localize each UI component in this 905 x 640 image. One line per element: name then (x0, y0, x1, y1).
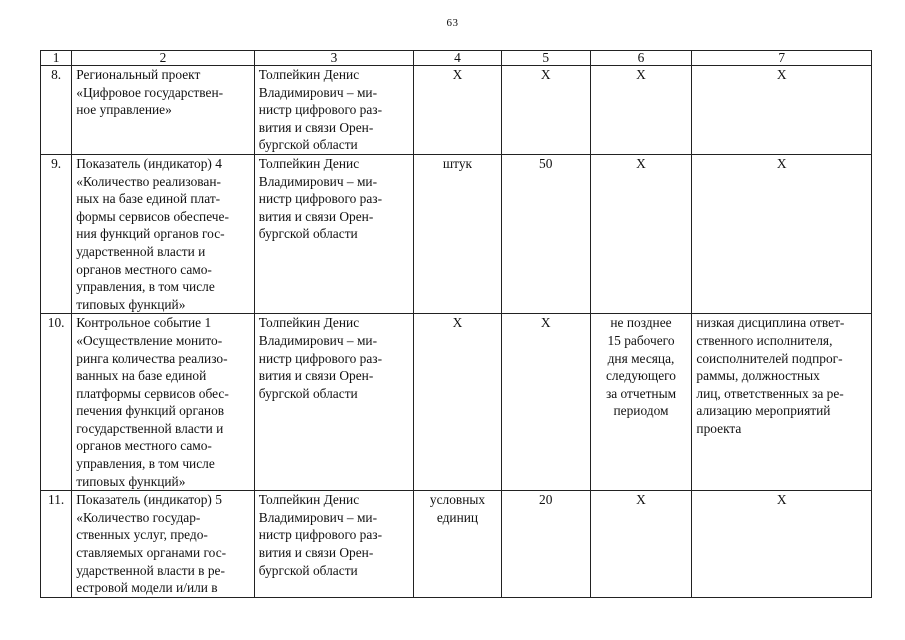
table-row (41, 491, 872, 598)
table-row (41, 154, 872, 313)
unit-cell (414, 66, 502, 155)
risk-cell (692, 154, 872, 313)
unit-text: штук (442, 155, 473, 171)
value-cell (501, 314, 590, 491)
value-text: 50 (539, 155, 553, 171)
deadline-cell (590, 491, 692, 598)
risk-text: X (776, 492, 787, 508)
value-cell (501, 491, 590, 598)
deadline-cell (590, 154, 692, 313)
value-cell (501, 154, 590, 313)
row-number: 9. (41, 154, 72, 313)
deadline-text: X (636, 67, 646, 82)
risk-cell (692, 66, 872, 155)
deadline-cell (590, 66, 692, 155)
value-cell (501, 66, 590, 155)
deadline-cell (590, 314, 692, 491)
table-row (41, 314, 872, 491)
responsible-person (254, 491, 413, 598)
column-number-row (41, 51, 872, 66)
deadline-text: X (636, 492, 646, 508)
item-name-text: Показатель (индикатор) 4 «Количество реализован- ных на базе единой плат- формы сервисов обеспече- ния функций органов гос- ударственной власти и органов местного само- управления, в том числе типовых функций» (76, 155, 229, 312)
unit-cell (414, 491, 502, 598)
risk-text: X (776, 67, 787, 82)
responsible-person (254, 314, 413, 491)
item-name (72, 154, 255, 313)
responsible-text: Толпейкин Денис Владимирович – ми- нистр цифрового раз- вития и связи Орен- бургской области (258, 315, 383, 401)
column-number: 4 (414, 51, 502, 66)
risk-text: низкая дисциплина ответ- ственного исполнителя, соисполнителей подпрог- раммы, должностных лиц, ответственных за ре- ализацию мероприятий проекта (696, 315, 845, 436)
table-row (41, 66, 872, 155)
column-number: 6 (590, 51, 692, 66)
responsible-person (254, 66, 413, 155)
responsible-person (254, 154, 413, 313)
unit-text: X (452, 67, 463, 82)
column-number: 7 (692, 51, 872, 66)
column-number: 5 (501, 51, 590, 66)
item-name (72, 314, 255, 491)
item-name-text: Контрольное событие 1 «Осуществление монито- ринга количества реализо- ванных на базе единой платформы сервисов обес- печения функций органов государственной власти и органов местного само- управления, в том числе типовых функций» (76, 315, 229, 489)
value-text: 20 (539, 492, 553, 508)
unit-cell (414, 154, 502, 313)
risk-text: X (776, 155, 787, 171)
unit-text: X (452, 315, 463, 331)
deadline-text: X (636, 155, 646, 171)
risk-cell (692, 314, 872, 491)
page-number: 63 (446, 17, 459, 29)
column-number: 2 (72, 51, 255, 66)
item-name-text: Региональный проект «Цифровое государствен- ное управление» (76, 67, 224, 118)
unit-text: условных единиц (429, 492, 486, 525)
value-text: X (540, 67, 551, 82)
responsible-text: Толпейкин Денис Владимирович – ми- нистр цифрового раз- вития и связи Орен- бургской области (258, 155, 383, 242)
risk-cell (692, 491, 872, 598)
item-name-text: Показатель (индикатор) 5 «Количество государ- ственных услуг, предо- ставляемых органами гос- ударственной власти в ре- естровой модели и/или в (76, 492, 227, 596)
responsible-text: Толпейкин Денис Владимирович – ми- нистр цифрового раз- вития и связи Орен- бургской области (258, 67, 383, 153)
unit-cell (414, 314, 502, 491)
item-name (72, 66, 255, 155)
responsible-text: Толпейкин Денис Владимирович – ми- нистр цифрового раз- вития и связи Орен- бургской области (258, 492, 383, 578)
row-number: 8. (41, 66, 72, 155)
deadline-text: не позднее 15 рабочего дня месяца, следующего за отчетным периодом (605, 315, 677, 419)
item-name (72, 491, 255, 598)
row-number: 10. (41, 314, 72, 491)
column-number: 1 (41, 51, 72, 66)
row-number: 11. (41, 491, 72, 598)
program-table (40, 50, 872, 598)
column-number: 3 (254, 51, 413, 66)
value-text: X (540, 315, 551, 331)
